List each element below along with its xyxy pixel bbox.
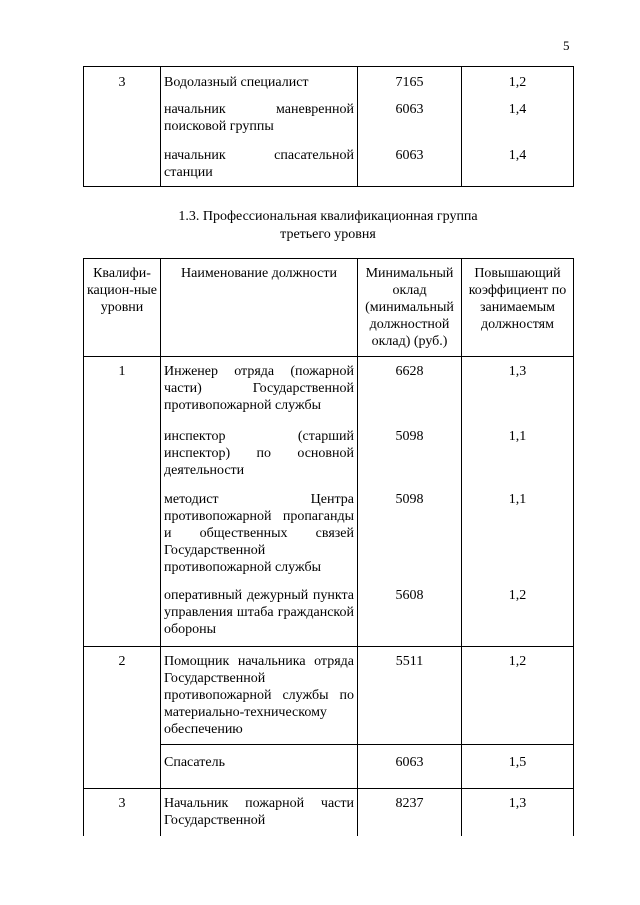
- continuation-table: [83, 66, 574, 187]
- position-name: Инженер отряда (пожарной части) Государственной противопожарной службы: [164, 364, 354, 413]
- coef-cell: [462, 789, 574, 837]
- salary-value: 6063: [395, 755, 424, 770]
- position-cell: [161, 357, 358, 647]
- position-name: Водолазный специалист: [164, 75, 309, 90]
- position-name: Спасатель: [161, 745, 358, 789]
- coef-value: 1,1: [508, 429, 527, 444]
- table-row: [84, 789, 574, 837]
- coef-value: 1,3: [508, 796, 527, 811]
- qualification-table: [83, 258, 574, 836]
- position-name: начальник маневренной поисковой группы: [164, 102, 354, 134]
- salary-value: 5098: [395, 492, 424, 507]
- table-row: [84, 647, 574, 745]
- position-name: методист Центра противопожарной пропаганды и общественных связей Государственной противопожарной службы: [164, 492, 354, 575]
- position-name: начальник спасательной станции: [164, 148, 354, 180]
- level-cell: 1: [84, 357, 161, 647]
- coef-value: 1,2: [508, 588, 527, 603]
- position-name: Начальник пожарной части Государственной: [161, 789, 358, 837]
- salary-cell: [358, 67, 462, 187]
- section-heading-line: третьего уровня: [280, 227, 376, 242]
- salary-value: 6063: [395, 148, 424, 163]
- salary-value: 5098: [395, 429, 424, 444]
- position-name: инспектор (старший инспектор) по основной деятельности: [164, 429, 354, 478]
- coef-cell: [462, 745, 574, 789]
- header-level: Квалифи-кацион-ные уровни: [84, 259, 161, 357]
- salary-value: 8237: [395, 796, 424, 811]
- page-number: 5: [563, 38, 570, 53]
- salary-value: 6063: [395, 102, 424, 117]
- section-heading-line: 1.3. Профессиональная квалификационная группа: [178, 209, 478, 224]
- salary-value: 7165: [395, 75, 424, 90]
- coef-value: 1,2: [508, 654, 527, 669]
- coef-cell: [462, 357, 574, 647]
- salary-cell: [358, 745, 462, 789]
- table-row: [84, 357, 574, 647]
- section-heading: [83, 208, 573, 244]
- salary-value: 6628: [395, 364, 424, 379]
- position-name: Помощник начальника отряда Государственной противопожарной службы по материально-техническому обеспечению: [161, 647, 358, 745]
- coef-cell: [462, 647, 574, 745]
- header-coef: Повышающий коэффициент по занимаемым должностям: [462, 259, 574, 357]
- coef-value: 1,3: [508, 364, 527, 379]
- salary-cell: [358, 789, 462, 837]
- header-salary: Минимальный оклад (минимальный должностной оклад) (руб.): [358, 259, 462, 357]
- salary-value: 5608: [395, 588, 424, 603]
- coef-value: 1,4: [508, 148, 527, 163]
- table-row: [84, 67, 574, 187]
- coef-value: 1,4: [508, 102, 527, 117]
- position-name: оперативный дежурный пункта управления штаба гражданской обороны: [164, 588, 354, 637]
- coef-value: 1,2: [508, 75, 527, 90]
- salary-value: 5511: [395, 654, 424, 669]
- table-header-row: [84, 259, 574, 357]
- level-cell: 2: [84, 647, 161, 789]
- coef-cell: [462, 67, 574, 187]
- header-name: Наименование должности: [161, 259, 358, 357]
- position-cell: [161, 67, 358, 187]
- salary-cell: [358, 647, 462, 745]
- level-cell: 3: [84, 67, 161, 187]
- level-cell: 3: [84, 789, 161, 837]
- salary-cell: [358, 357, 462, 647]
- coef-value: 1,1: [508, 492, 527, 507]
- coef-value: 1,5: [508, 755, 527, 770]
